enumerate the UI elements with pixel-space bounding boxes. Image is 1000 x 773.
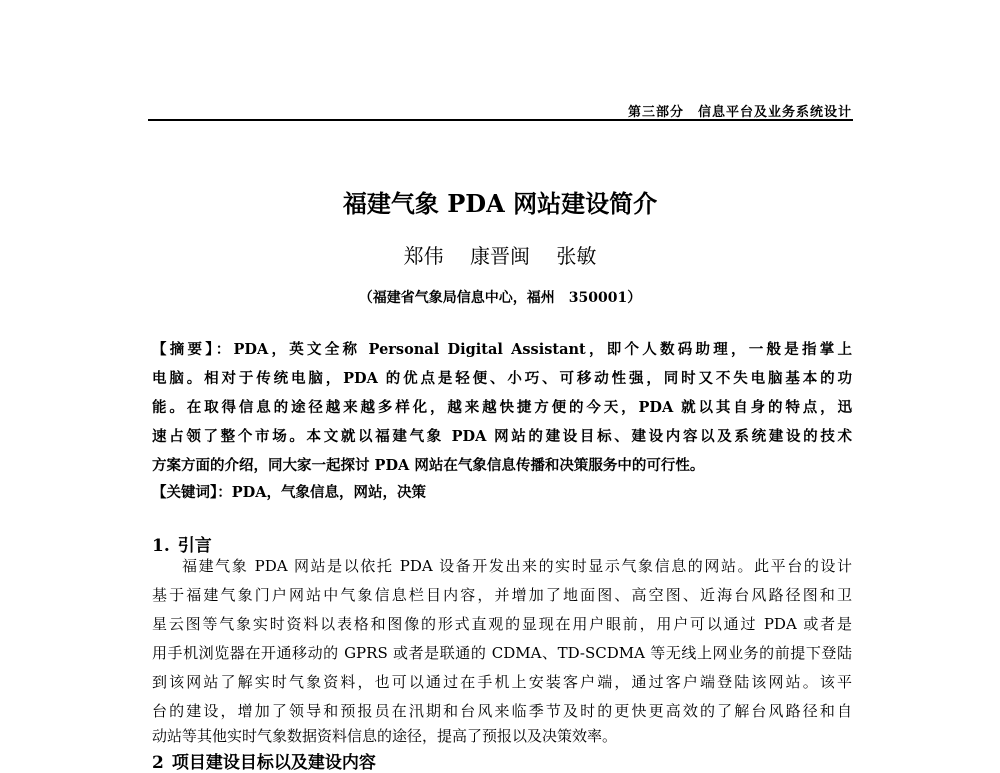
abstract-line: 能。在取得信息的途径越来越多样化，越来越快捷方便的今天，PDA 就以其自身的特点，迅 xyxy=(152,399,852,416)
keywords-label: 【关键词】 xyxy=(152,484,218,501)
author-list xyxy=(0,240,1000,269)
author-name: 郑伟 xyxy=(403,244,444,268)
header-rule xyxy=(148,119,853,121)
section-title: 引言 xyxy=(177,536,212,556)
abstract-text: ：PDA，英文全称 Personal Digital Assistant，即个人数码助理，一般是指掌上 xyxy=(215,341,852,358)
section-number: 1. xyxy=(152,536,170,556)
paragraph-line: 星云图等气象实时资料以表格和图像的形式直观的显现在用户眼前，用户可以通过 PDA 或者是 xyxy=(152,615,852,633)
section-number: 2 xyxy=(152,753,164,773)
paragraph-line: 福建气象 PDA 网站是以依托 PDA 设备开发出来的实时显示气象信息的网站。此平台的设计 xyxy=(182,557,852,575)
section-heading xyxy=(152,748,376,773)
keywords-text: ：PDA，气象信息，网站，决策 xyxy=(217,484,426,501)
paper-title: 福建气象 PDA 网站建设简介 xyxy=(342,189,658,218)
keywords-line xyxy=(152,481,852,505)
author-name: 康晋闽 xyxy=(470,244,530,268)
abstract-line: 电脑。相对于传统电脑，PDA 的优点是轻便、小巧、可移动性强，同时又不失电脑基本的功 xyxy=(152,370,852,387)
abstract-label: 【摘要】 xyxy=(152,341,216,358)
section-title: 项目建设目标以及建设内容 xyxy=(171,753,376,773)
paragraph-line: 基于福建气象门户网站中气象信息栏目内容，并增加了地面图、高空图、近海台风路径图和卫 xyxy=(152,586,852,604)
affiliation: （福建省气象局信息中心，福州 350001） xyxy=(358,290,642,306)
abstract-line: 速占领了整个市场。本文就以福建气象 PDA 网站的建设目标、建设内容以及系统建设的技术 xyxy=(152,428,852,445)
paragraph-line: 到该网站了解实时气象资料，也可以通过在手机上安装客户端，通过客户端登陆该网站。该平 xyxy=(152,673,852,691)
paragraph-line: 动站等其他实时气象数据资料信息的途径，提高了预报以及决策效率。 xyxy=(152,727,618,745)
paragraph-line: 台的建设，增加了领导和预报员在汛期和台风来临季节及时的更快更高效的了解台风路径和自 xyxy=(152,702,852,720)
author-name: 张敏 xyxy=(556,244,597,268)
paragraph-line: 用手机浏览器在开通移动的 GPRS 或者是联通的 CDMA、TD-SCDMA 等无线上网业务的前提下登陆 xyxy=(152,644,852,662)
abstract-line: 方案方面的介绍，同大家一起探讨 PDA 网站在气象信息传播和决策服务中的可行性。 xyxy=(152,457,705,474)
section-heading xyxy=(152,531,212,556)
abstract-line xyxy=(152,338,852,362)
running-header: 第三部分 信息平台及业务系统设计 xyxy=(627,105,852,120)
